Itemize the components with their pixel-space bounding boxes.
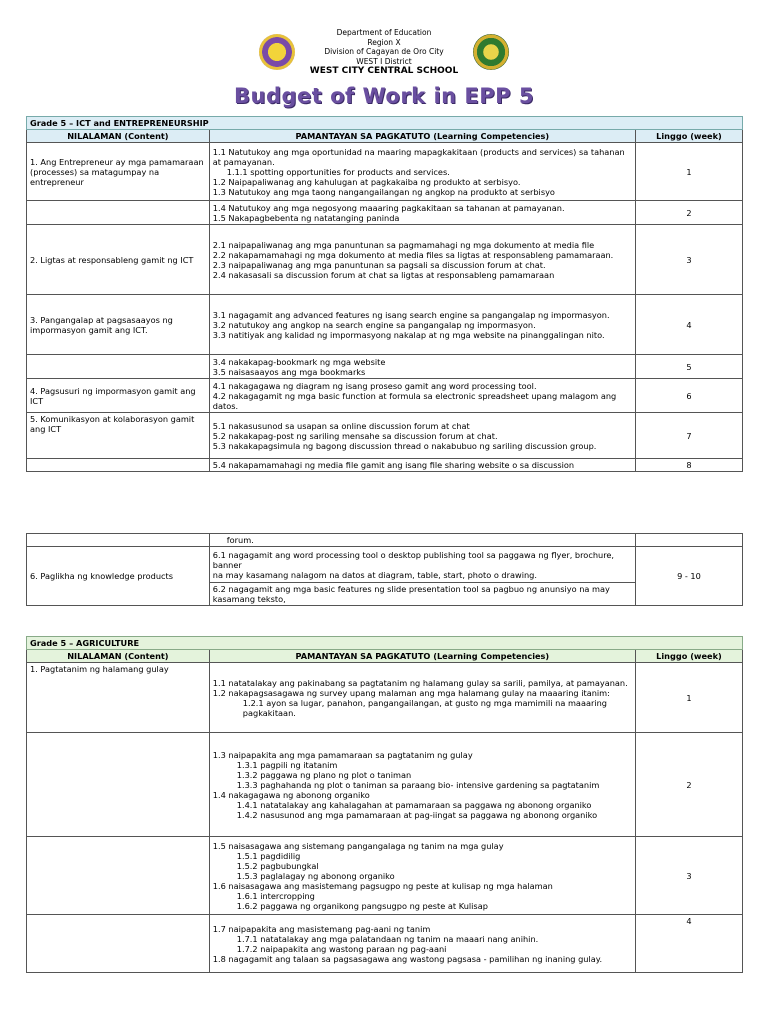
competency-item: 5.3 nakakapagsimula ng bagong discussion thread o nakabubuo ng sariling discussion group.: [212, 440, 597, 451]
content-cell: 5. Komunikasyon at kolaborasyon gamit ang ICT: [27, 413, 210, 459]
table-row: [27, 663, 743, 733]
competency-item: 1.4 nakagagawa ng abonong organiko: [212, 789, 370, 800]
table-row: [27, 355, 743, 379]
competency-cell: [209, 534, 635, 547]
competency-cell: [209, 915, 635, 973]
competency-item: 1.3 naipapakita ang mga pamamaraan sa pagtatanim ng gulay: [212, 749, 473, 760]
column-header-competencies: PAMANTAYAN SA PAGKATUTO (Learning Competencies): [209, 650, 635, 663]
district-line: WEST I District: [356, 56, 412, 66]
competency-cell: [209, 379, 635, 413]
competency-item: 1.1 natatalakay ang pakinabang sa pagtatanim ng halamang gulay sa sarili, pamilya, at pamayanan.: [212, 677, 628, 688]
content-cell: [27, 915, 210, 973]
competency-item: 6.2 nagagamit ang mga basic features ng slide presentation tool sa pagbuo ng anunsiyo na may kasamang teksto,: [212, 584, 610, 604]
competency-item: 5.2 nakakapag-post ng sariling mensahe sa discussion forum at chat.: [212, 430, 498, 441]
competency-item: 1.1.1 spotting opportunities for products and services.: [226, 166, 450, 177]
grade-header-agriculture: Grade 5 – AGRICULTURE: [27, 637, 743, 650]
competency-cell: [209, 459, 635, 472]
competency-cell: [209, 583, 635, 606]
agriculture-table: [26, 636, 743, 973]
content-cell: [27, 837, 210, 915]
competency-item: 1.4.1 natatalakay ang kahalagahan at pamamaraan sa paggawa ng abonong organiko: [236, 799, 592, 810]
column-header-week: Linggo (week): [635, 130, 742, 143]
ict-table-continued: [26, 533, 743, 606]
week-cell: [635, 534, 742, 547]
content-cell: 2. Ligtas at responsableng gamit ng ICT: [27, 225, 210, 295]
content-cell: 6. Paglikha ng knowledge products: [27, 547, 210, 606]
competency-cell: [209, 413, 635, 459]
content-cell: 3. Pangangalap at pagsasaayos ng impormasyon gamit ang ICT.: [27, 295, 210, 355]
competency-item: 5.1 nakasusunod sa usapan sa online discussion forum at chat: [212, 420, 470, 431]
column-header-content: NILALAMAN (Content): [27, 650, 210, 663]
week-cell: 8: [635, 459, 742, 472]
competency-item: 1.2.1 ayon sa lugar, panahon, pangangailangan, at gusto ng mga mamimili na maaaring pagkakitaan.: [242, 697, 608, 718]
competency-cell: [209, 355, 635, 379]
competency-item: 1.5.2 pagbubungkal: [236, 860, 319, 871]
letterhead: [0, 28, 768, 77]
content-cell: [27, 355, 210, 379]
competency-item: 2.3 naipapaliwanag ang mga panuntunan sa pagsali sa discussion forum at chat.: [212, 259, 546, 270]
competency-item: 1.3.1 pagpili ng itatanim: [236, 759, 338, 770]
competency-item: 3.4 nakakapag-bookmark ng mga website: [212, 356, 386, 367]
competency-item: 1.2 Naipapaliwanag ang kahulugan at pagkakaiba ng produkto at serbisyo.: [212, 176, 521, 187]
table-row: [27, 733, 743, 837]
competency-cell: [209, 663, 635, 733]
competency-item: 1.2 nakapagsasagawa ng survey upang malaman ang mga halamang gulay na maaaring itanim:: [212, 687, 610, 698]
competency-item: 1.5 naisasagawa ang sistemang pangangalaga ng tanim na mga gulay: [212, 840, 504, 851]
week-cell: 9 - 10: [635, 547, 742, 606]
content-cell: 4. Pagsusuri ng impormasyon gamit ang ICT: [27, 379, 210, 413]
week-cell: 2: [635, 201, 742, 225]
competency-cell: [209, 733, 635, 837]
competency-item: 5.4 nakapamamahagi ng media file gamit ang isang file sharing website o sa discussion: [212, 460, 575, 470]
content-cell: [27, 534, 210, 547]
school-name: WEST CITY CENTRAL SCHOOL: [309, 66, 459, 76]
week-cell: 3: [635, 837, 742, 915]
table-row: [27, 379, 743, 413]
competency-item: 1.6.1 intercropping: [236, 890, 315, 901]
competency-item: 3.1 nagagamit ang advanced features ng isang search engine sa pangangalap ng impormasyon.: [212, 309, 610, 320]
table-row: [27, 915, 743, 973]
competency-item: 2.4 nakasasali sa discussion forum at chat sa ligtas at responsableng pamamaraan: [212, 269, 555, 280]
content-cell: [27, 733, 210, 837]
competency-item: 1.7.2 naipapakita ang wastong paraan ng pag-aani: [236, 943, 447, 954]
competency-item: 1.8 nagagamit ang talaan sa pagsasagawa ang wastong pagsasa - pamilihan ng inaning gulay.: [212, 953, 603, 964]
table-row: [27, 534, 743, 547]
table-row: [27, 201, 743, 225]
competency-item: 6.1 nagagamit ang word processing tool o desktop publishing tool sa paggawa ng flyer, brochure, banner: [212, 549, 615, 570]
week-cell: 4: [635, 915, 742, 973]
division-line: Division of Cagayan de Oro City: [324, 47, 444, 56]
department-line: Department of Education: [336, 28, 432, 37]
competency-item: 1.1 Natutukoy ang mga oportunidad na maaring mapagkakitaan (products and services) sa tahanan at pamayanan.: [212, 146, 625, 167]
competency-item: 1.4.2 nasusunod ang mga pamamaraan at pag-iingat sa paggawa ng abonong organiko: [236, 809, 598, 820]
week-cell: 3: [635, 225, 742, 295]
competency-cell: [209, 201, 635, 225]
week-cell: 6: [635, 379, 742, 413]
week-cell: 5: [635, 355, 742, 379]
competency-item: 1.7.1 natatalakay ang mga palatandaan ng tanim na maaari nang anihin.: [236, 933, 539, 944]
table-row: [27, 459, 743, 472]
week-cell: 4: [635, 295, 742, 355]
competency-cell: [209, 225, 635, 295]
competency-cell: [209, 295, 635, 355]
column-header-competencies: PAMANTAYAN SA PAGKATUTO (Learning Competencies): [209, 130, 635, 143]
competency-cell: [209, 547, 635, 583]
competency-item: 1.5.1 pagdidilig: [236, 850, 301, 861]
competency-item: 2.2 nakapamamahagi ng mga dokumento at media files sa ligtas at responsableng pamamaraan.: [212, 249, 614, 260]
competency-item: 1.3.2 paggawa ng plano ng plot o taniman: [236, 769, 412, 780]
competency-item: 1.3.3 paghahanda ng plot o taniman sa paraang bio- intensive gardening sa pagtatanim: [236, 779, 600, 790]
page-title: Budget of Work in EPP 5: [234, 84, 534, 108]
competency-item: 3.2 natutukoy ang angkop na search engine sa pangangalap ng impormasyon.: [212, 319, 536, 330]
ict-table: [26, 116, 743, 472]
column-header-content: NILALAMAN (Content): [27, 130, 210, 143]
week-cell: 7: [635, 413, 742, 459]
competency-item: 1.4 Natutukoy ang mga negosyong maaaring pagkakitaan sa tahanan at pamayanan.: [212, 202, 565, 213]
competency-item: 1.7 naipapakita ang masistemang pag-aani ng tanim: [212, 923, 431, 934]
table-row: [27, 547, 743, 583]
table-row: [27, 225, 743, 295]
content-cell: 1. Pagtatanim ng halamang gulay: [27, 663, 210, 733]
region-line: Region X: [367, 37, 401, 47]
table-row: [27, 413, 743, 459]
week-cell: 1: [635, 143, 742, 201]
table-row: [27, 837, 743, 915]
competency-item: 4.1 nakagagawa ng diagram ng isang proseso gamit ang word processing tool.: [212, 380, 537, 391]
column-header-week: Linggo (week): [635, 650, 742, 663]
competency-cell: [209, 143, 635, 201]
competency-item: 2.1 naipapaliwanag ang mga panuntunan sa pagmamahagi ng mga dokumento at media file: [212, 239, 595, 250]
competency-item: 1.5 Nakapagbebenta ng natatanging paninda: [212, 212, 400, 223]
table-row: [27, 143, 743, 201]
competency-cell: [209, 837, 635, 915]
competency-item: 1.6 naisasagawa ang masistemang pagsugpo ng peste at kulisap ng mga halaman: [212, 880, 553, 891]
competency-item: forum.: [226, 535, 254, 545]
table-row: [27, 295, 743, 355]
competency-item: 4.2 nakagagamit ng mga basic function at formula sa electronic spreadsheet upang malagom ang datos.: [212, 390, 617, 411]
competency-item: 3.3 natitiyak ang kalidad ng impormasyong nakalap at ng mga website na pinanggalingan nito.: [212, 329, 605, 340]
competency-item: 1.5.3 paglalagay ng abonong organiko: [236, 870, 395, 881]
competency-item: 3.5 naisasaayos ang mga bookmarks: [212, 366, 366, 377]
competency-item: na may kasamang nalagom na datos at diagram, table, start, photo o drawing.: [212, 569, 537, 580]
week-cell: 2: [635, 733, 742, 837]
content-cell: 1. Ang Entrepreneur ay mga pamamaraan (processes) sa matagumpay na entrepreneur: [27, 143, 210, 201]
competency-item: 1.3 Natutukoy ang mga taong nangangailangan ng angkop na produkto at serbisyo: [212, 186, 555, 197]
content-cell: [27, 201, 210, 225]
content-cell: [27, 459, 210, 472]
grade-header-ict: Grade 5 – ICT and ENTREPRENEURSHIP: [27, 117, 743, 130]
competency-item: 1.6.2 paggawa ng organikong pangsugpo ng peste at Kulisap: [236, 900, 488, 911]
week-cell: 1: [635, 663, 742, 733]
